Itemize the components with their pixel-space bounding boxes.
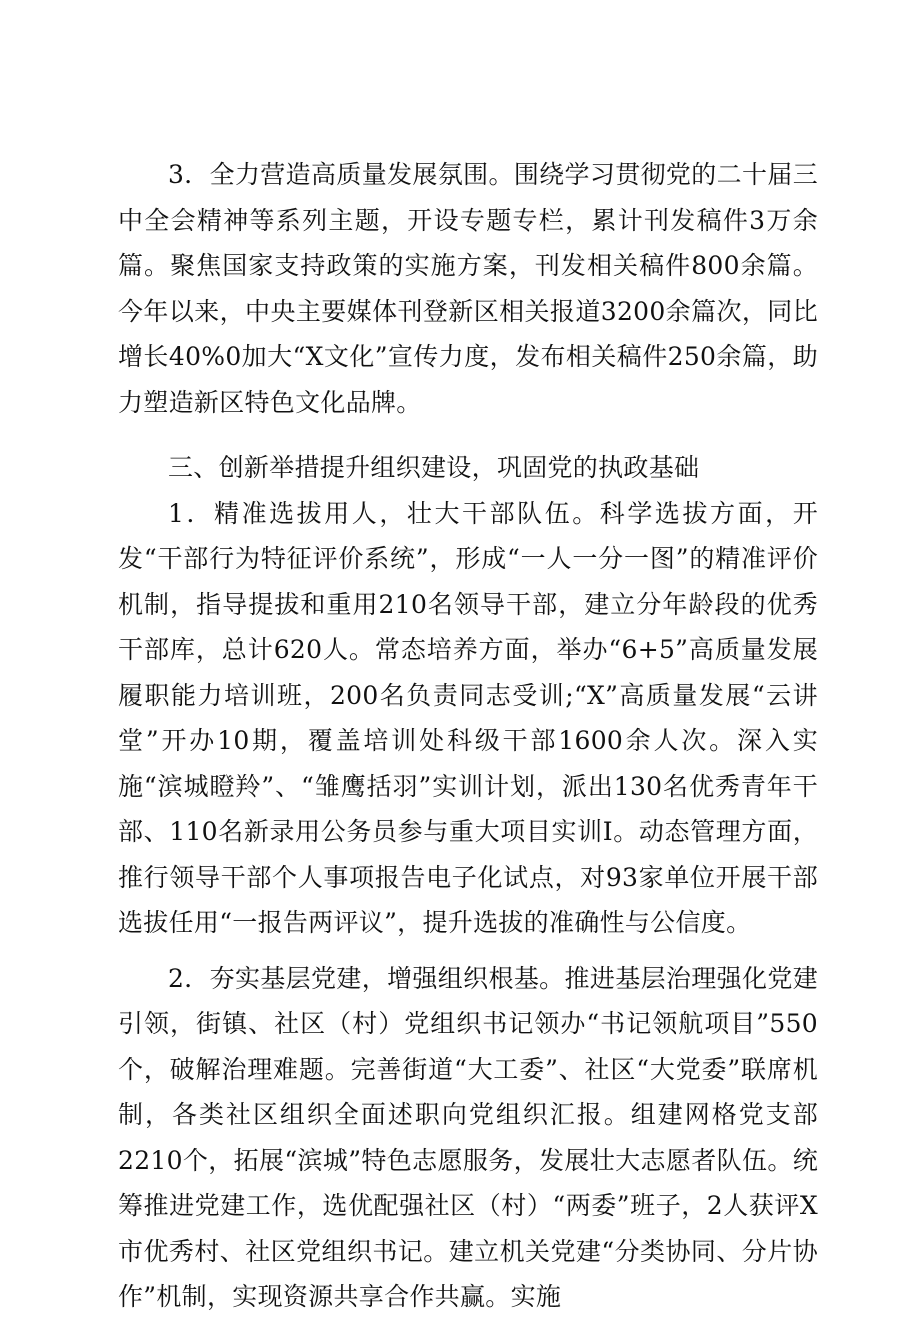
document-body xyxy=(118,152,818,1320)
section-heading-organization-building: 三、创新举措提升组织建设，巩固党的执政基础 xyxy=(168,453,700,482)
paragraph-item-2-grassroots-party-building: 2．夯实基层党建，增强组织根基。推进基层治理强化党建引领，街镇、社区（村）党组织书记领办“书记领航项目”550个，破解治理难题。完善街道“大工委”、社区“大党委”联席机制，各类社区组织全面述职向党组织汇报。组建网格党支部2210个，拓展“滨城”特色志愿服务，发展壮大志愿者队伍。统筹推进党建工作，选优配强社区（村）“两委”班子，2人获评X市优秀村、社区党组织书记。建立机关党建“分类协同、分片协作”机制，实现资源共享合作共赢。实施 xyxy=(118,963,818,1311)
paragraph-item-1-cadre-selection: 1．精准选拔用人，壮大干部队伍。科学选拔方面，开发“干部行为特征评价系统”，形成“一人一分一图”的精准评价机制，指导提拔和重用210名领导干部，建立分年龄段的优秀干部库，总计620人。常态培养方面，举办“6+5”高质量发展履职能力培训班，200名负责同志受训;“X”高质量发展“云讲堂”开办10期，覆盖培训处科级干部1600余人次。深入实施“滨城瞪羚”、“雏鹰括羽”实训计划，派出130名优秀青年干部、110名新录用公务员参与重大项目实训I。动态管理方面，推行领导干部个人事项报告电子化试点，对93家单位开展干部选拔任用“一报告两评议”，提升选拔的准确性与公信度。 xyxy=(118,498,818,937)
paragraph-item-3-media-atmosphere: 3．全力营造高质量发展氛围。围绕学习贯彻党的二十届三中全会精神等系列主题，开设专题专栏，累计刊发稿件3万余篇。聚焦国家支持政策的实施方案，刊发相关稿件800余篇。今年以来，中央主要媒体刊登新区相关报道3200余篇次，同比增长40%0加大“X文化”宣传力度，发布相关稿件250余篇，助力塑造新区特色文化品牌。 xyxy=(118,160,818,417)
